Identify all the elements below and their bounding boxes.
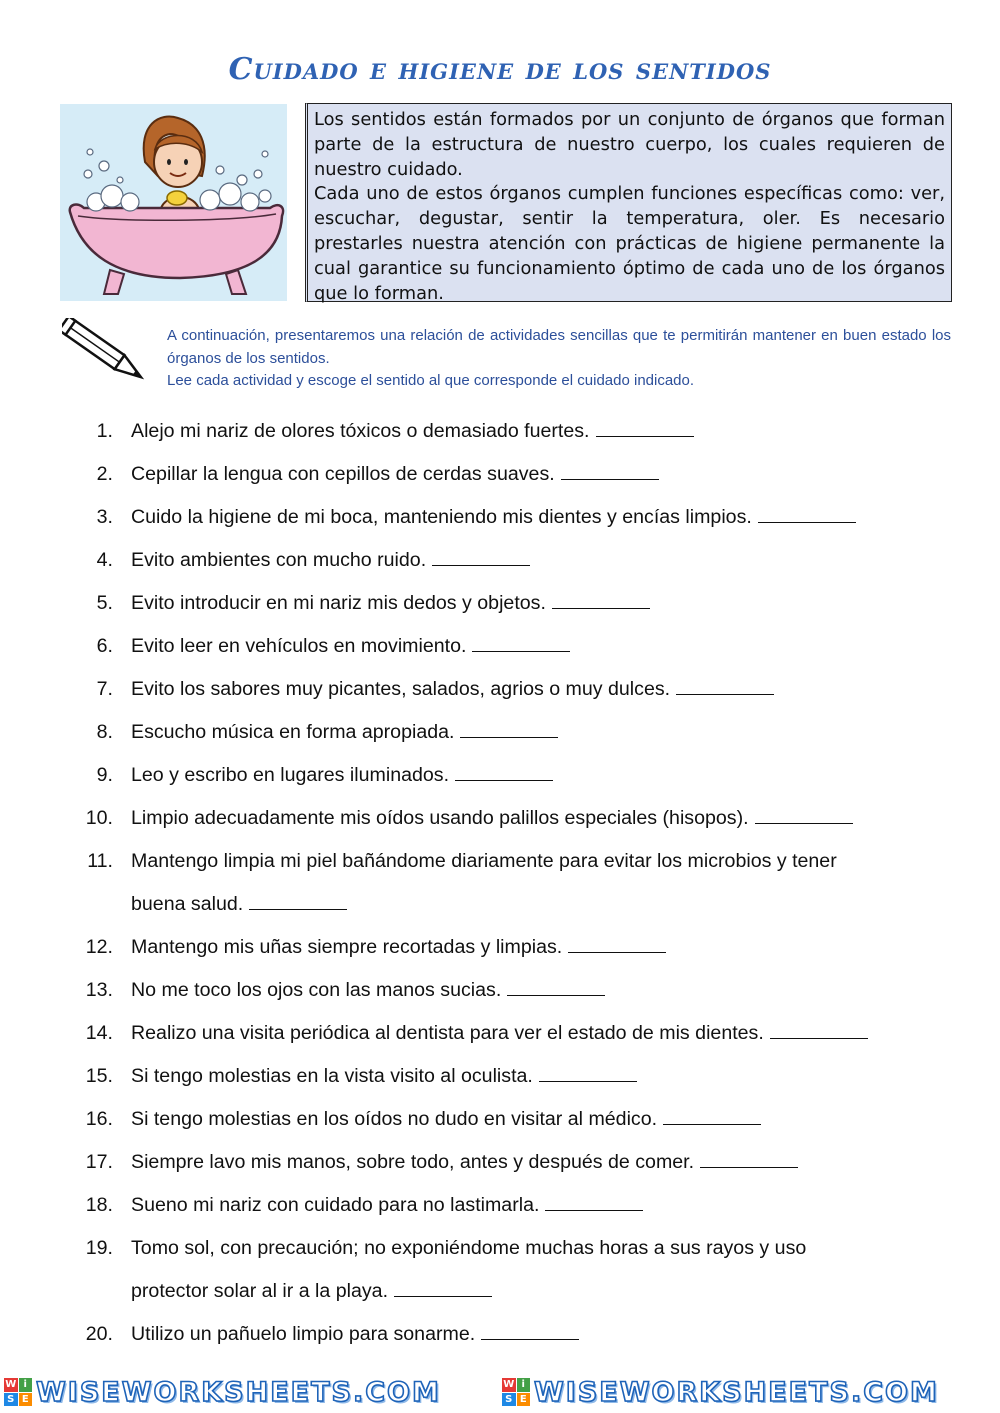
wise-logo-icon: W i S E <box>4 1378 32 1406</box>
item-text: Leo y escribo en lugares iluminados. <box>131 754 951 797</box>
item-text: Si tengo molestias en los oídos no dudo en visitar al médico. <box>131 1098 951 1141</box>
wise-logo-icon: W i S E <box>502 1378 530 1406</box>
intro-paragraph-1: Los sentidos están formados por un conjunto de órganos que forman parte de la estructura de nuestro cuerpo, los cuales requieren de nuestro cuidado. <box>314 109 945 180</box>
item-text: Si tengo molestias en la vista visito al oculista. <box>131 1055 951 1098</box>
item-number: 10. <box>85 807 113 829</box>
item-number: 13. <box>85 979 113 1001</box>
intro-box <box>305 103 952 302</box>
item-text: Mantengo mis uñas siempre recortadas y limpias. <box>131 926 951 969</box>
item-number: 6. <box>96 635 113 657</box>
item-number: 1. <box>96 420 113 442</box>
brand-text: WISEWORKSHEETS.COM <box>534 1376 939 1408</box>
item-number: 12. <box>85 936 113 958</box>
item-text: Evito leer en vehículos en movimiento. <box>131 625 951 668</box>
item-number: 15. <box>85 1065 113 1087</box>
answer-blank[interactable] <box>561 463 659 480</box>
item-text: Sueno mi nariz con cuidado para no lastimarla. <box>131 1184 951 1227</box>
answer-blank[interactable] <box>472 635 570 652</box>
intro-paragraph-2: Cada uno de estos órganos cumplen funciones específicas como: ver, escuchar, degustar, sentir la temperatura, oler. Es necesario prestarles nuestra atención con prácticas de higiene permanente la cual garantice su funcionamiento óptimo de cada uno de los órganos que lo forman. <box>314 183 945 304</box>
item-number: 8. <box>96 721 113 743</box>
item-text: No me toco los ojos con las manos sucias. <box>131 969 951 1012</box>
answer-blank[interactable] <box>394 1280 492 1297</box>
bath-illustration <box>60 104 287 301</box>
answer-blank[interactable] <box>460 721 558 738</box>
pencil-icon <box>62 318 152 390</box>
brand-logo-right[interactable] <box>502 1374 939 1410</box>
answer-blank[interactable] <box>545 1194 643 1211</box>
item-text: Escucho música en forma apropiada. <box>131 711 951 754</box>
item-text: Utilizo un pañuelo limpio para sonarme. <box>131 1313 951 1356</box>
answer-blank[interactable] <box>552 592 650 609</box>
answer-blank[interactable] <box>568 936 666 953</box>
instructions-line-1: A continuación, presentaremos una relación de actividades sencillas que te permitirán mantener en buen estado los órganos de los sentidos. <box>167 327 951 367</box>
item-number: 4. <box>96 549 113 571</box>
answer-blank[interactable] <box>770 1022 868 1039</box>
item-text: Mantengo limpia mi piel bañándome diariamente para evitar los microbios y tener buena salud. <box>131 850 837 915</box>
instructions-line-2: Lee cada actividad y escoge el sentido al que corresponde el cuidado indicado. <box>167 372 695 389</box>
item-number: 14. <box>85 1022 113 1044</box>
item-text: Alejo mi nariz de olores tóxicos o demasiado fuertes. <box>131 410 951 453</box>
item-text: Limpio adecuadamente mis oídos usando palillos especiales (hisopos). <box>131 797 951 840</box>
instructions <box>167 325 951 393</box>
item-number: 11. <box>87 850 113 872</box>
answer-blank[interactable] <box>455 764 553 781</box>
item-text: Siempre lavo mis manos, sobre todo, antes y después de comer. <box>131 1141 951 1184</box>
answer-blank[interactable] <box>481 1323 579 1340</box>
item-number: 20. <box>85 1323 113 1345</box>
answer-blank[interactable] <box>432 549 530 566</box>
page-title: Cuidado e higiene de los sentidos <box>228 52 772 87</box>
answer-blank[interactable] <box>663 1108 761 1125</box>
footer-branding <box>0 1374 1000 1410</box>
item-number: 2. <box>96 463 113 485</box>
item-number: 16. <box>85 1108 113 1130</box>
item-number: 17. <box>85 1151 113 1173</box>
brand-text: WISEWORKSHEETS.COM <box>36 1376 441 1408</box>
item-number: 19. <box>85 1237 113 1259</box>
item-text: Evito los sabores muy picantes, salados, agrios o muy dulces. <box>131 668 951 711</box>
item-number: 3. <box>96 506 113 528</box>
item-number: 18. <box>85 1194 113 1216</box>
item-text: Evito introducir en mi nariz mis dedos y objetos. <box>131 582 951 625</box>
item-text: Cuido la higiene de mi boca, manteniendo mis dientes y encías limpios. <box>131 496 951 539</box>
answer-blank[interactable] <box>539 1065 637 1082</box>
answer-blank[interactable] <box>755 807 853 824</box>
item-number: 9. <box>96 764 113 786</box>
brand-logo-left[interactable] <box>4 1374 441 1410</box>
answer-blank[interactable] <box>676 678 774 695</box>
bathtub-icon <box>60 104 287 301</box>
item-text: Realizo una visita periódica al dentista para ver el estado de mis dientes. <box>131 1012 951 1055</box>
item-text: Cepillar la lengua con cepillos de cerdas suaves. <box>131 453 951 496</box>
answer-blank[interactable] <box>249 893 347 910</box>
answer-blank[interactable] <box>758 506 856 523</box>
answer-blank[interactable] <box>507 979 605 996</box>
answer-blank[interactable] <box>596 420 694 437</box>
item-text: Evito ambientes con mucho ruido. <box>131 539 951 582</box>
answer-blank[interactable] <box>700 1151 798 1168</box>
item-number: 7. <box>96 678 113 700</box>
item-text: Tomo sol, con precaución; no exponiéndome muchas horas a sus rayos y uso protector solar al ir a la playa. <box>131 1237 807 1302</box>
item-number: 5. <box>96 592 113 614</box>
